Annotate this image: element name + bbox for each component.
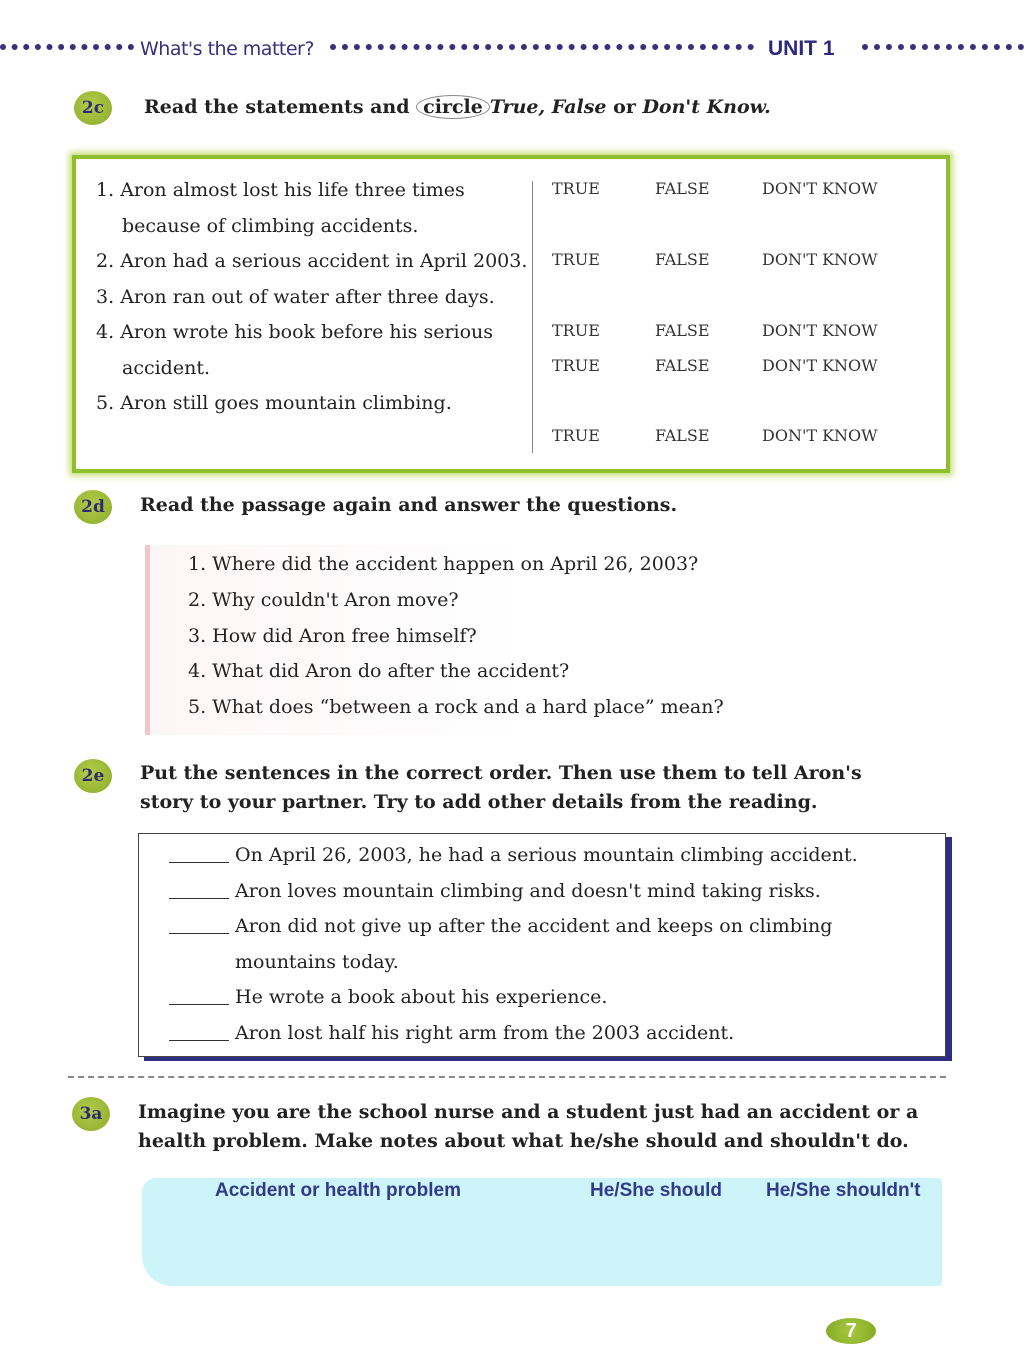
statements-box [72, 155, 950, 473]
instruction-3a-line2: health problem. Make notes about what he/she should and shouldn't do. [138, 1130, 909, 1152]
page-header [0, 37, 1024, 70]
statement-item: 5. Aron still goes mountain climbing. [96, 392, 452, 414]
option-dont-know[interactable]: DON'T KNOW [762, 179, 878, 198]
instruction-2c-dont-know: Don't Know. [642, 96, 771, 118]
column-header-problem: Accident or health problem [215, 1180, 461, 1201]
header-dots-left [0, 44, 134, 58]
statement-item: 2. Aron had a serious accident in April 2003. [96, 250, 528, 272]
instruction-2c-prefix: Read the statements and [144, 96, 410, 118]
header-title: What's the matter? [140, 38, 314, 60]
order-item: On April 26, 2003, he had a serious mountain climbing accident. [169, 844, 858, 866]
option-false[interactable]: FALSE [655, 250, 710, 269]
order-sentences-box [138, 833, 946, 1057]
order-item: Aron did not give up after the accident and keeps on climbing [169, 915, 832, 937]
questions-box [145, 545, 780, 735]
statement-item: 3. Aron ran out of water after three days. [96, 285, 495, 308]
option-true[interactable]: TRUE [552, 426, 600, 445]
order-blank[interactable] [169, 862, 229, 863]
question-item: 1. Where did the accident happen on April 26, 2003? [188, 553, 699, 575]
instruction-2c [144, 93, 771, 122]
statement-list [96, 173, 536, 422]
section-badge-2e: 2e [74, 759, 112, 793]
column-divider [532, 181, 533, 453]
option-false[interactable]: FALSE [655, 426, 710, 445]
section-divider [68, 1076, 946, 1078]
order-blank[interactable] [169, 1004, 229, 1005]
instruction-3a [138, 1098, 918, 1156]
instruction-2e-line1: Put the sentences in the correct order. Then use them to tell Aron's [140, 762, 862, 784]
instruction-2d: Read the passage again and answer the questions. [140, 494, 678, 516]
instruction-3a-line1: Imagine you are the school nurse and a student just had an accident or a [138, 1101, 919, 1123]
option-false[interactable]: FALSE [655, 356, 710, 375]
option-true[interactable]: TRUE [552, 356, 600, 375]
header-dots-middle [330, 44, 754, 58]
question-item: 3. How did Aron free himself? [188, 625, 477, 647]
column-header-shouldnt: He/She shouldn't [766, 1180, 921, 1201]
option-dont-know[interactable]: DON'T KNOW [762, 250, 878, 269]
option-dont-know[interactable]: DON'T KNOW [762, 321, 878, 340]
statement-item: 1. Aron almost lost his life three times because of climbing accidents. [96, 179, 465, 237]
instruction-2e [140, 759, 862, 817]
instruction-2c-circle-word: circle [416, 95, 490, 119]
section-badge-3a: 3a [72, 1097, 110, 1131]
question-item: 2. Why couldn't Aron move? [188, 589, 459, 611]
option-false[interactable]: FALSE [655, 321, 710, 340]
order-item-continued: mountains today. [235, 951, 399, 973]
option-dont-know[interactable]: DON'T KNOW [762, 426, 878, 445]
order-blank[interactable] [169, 933, 229, 934]
option-true[interactable]: TRUE [552, 179, 600, 198]
option-true[interactable]: TRUE [552, 250, 600, 269]
statement-item: 4. Aron wrote his book before his serious accident. [96, 321, 494, 379]
question-item: 5. What does “between a rock and a hard place” mean? [188, 696, 724, 718]
order-item: Aron loves mountain climbing and doesn't mind taking risks. [169, 880, 821, 902]
order-item: Aron lost half his right arm from the 2003 accident. [169, 1022, 734, 1044]
unit-label: UNIT 1 [768, 37, 835, 60]
order-item: He wrote a book about his experience. [169, 986, 607, 1008]
option-true[interactable]: TRUE [552, 321, 600, 340]
instruction-2c-or: or [613, 96, 636, 118]
instruction-2e-line2: story to your partner. Try to add other details from the reading. [140, 791, 818, 813]
question-item: 4. What did Aron do after the accident? [188, 660, 570, 682]
section-badge-2c: 2c [74, 91, 112, 125]
option-false[interactable]: FALSE [655, 179, 710, 198]
section-badge-2d: 2d [74, 490, 112, 524]
order-blank[interactable] [169, 1040, 229, 1041]
option-dont-know[interactable]: DON'T KNOW [762, 356, 878, 375]
instruction-2c-options: True, False [489, 96, 607, 118]
page-number: 7 [826, 1318, 876, 1344]
column-header-should: He/She should [590, 1180, 722, 1201]
order-blank[interactable] [169, 898, 229, 899]
header-dots-right [862, 44, 1024, 58]
